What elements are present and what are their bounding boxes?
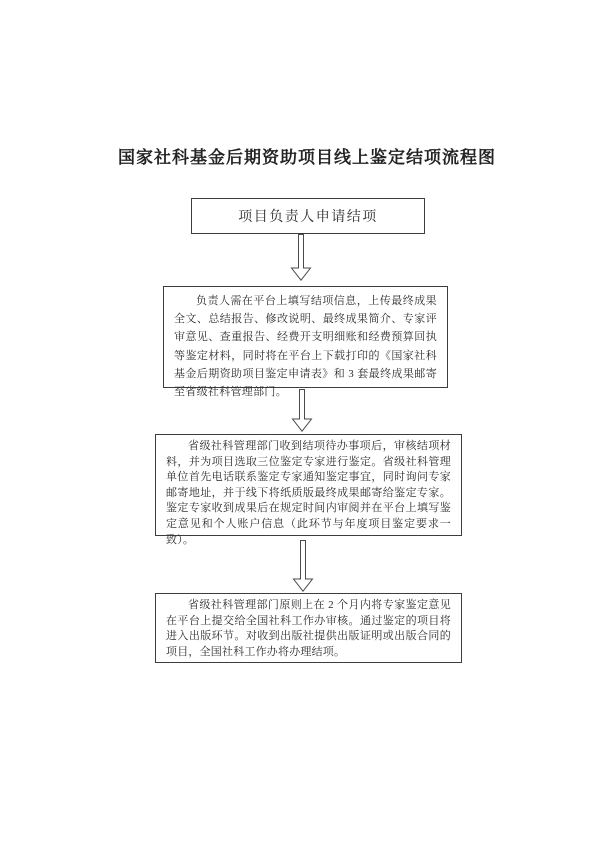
flow-node-review-text: 省级社科管理部门收到结项待办事项后，审核结项材料，并为项目选取三位鉴定专家进行鉴定。省级社科管理单位首先电话联系鉴定专家通知鉴定事宜，同时询问专家邮寄地址，并于线下将纸质版最终成果邮寄给鉴定专家。鉴定专家收到成果后在规定时间内审阅并在平台上填写鉴定意见和个人账户信息（此环节与年度项目鉴定要求一致）。: [166, 440, 451, 546]
flow-arrow-down-icon: [292, 540, 314, 592]
flow-arrow-down-icon: [290, 234, 312, 281]
flow-node-final-text: 省级社科管理部门原则上在 2 个月内将专家鉴定意见在平台上提交给全国社科工作办审核。通过鉴定的项目将进入出版环节。对收到出版社提供出版证明或出版合同的项目，全国社科工作办将办理结项。: [166, 599, 451, 658]
flow-node-materials: [163, 286, 448, 399]
flow-node-materials-text: 负责人需在平台上填写结项信息，上传最终成果全文、总结报告、修改说明、最终成果简介、专家评审意见、查重报告、经费开支明细账和经费预算回执等鉴定材料，同时将在平台上下载打印的《国家社科基金后期资助项目鉴定申请表》和 3 套最终成果邮寄至省级社科管理部门。: [174, 295, 437, 399]
flow-arrow-down-icon: [291, 389, 313, 432]
flow-node-review: [155, 434, 462, 546]
flow-node-apply-label: 项目负责人申请结项: [238, 210, 378, 225]
page-title: 国家社科基金后期资助项目线上鉴定结项流程图: [118, 148, 496, 167]
flow-node-final: [155, 593, 462, 663]
flow-node-apply: [191, 198, 425, 234]
